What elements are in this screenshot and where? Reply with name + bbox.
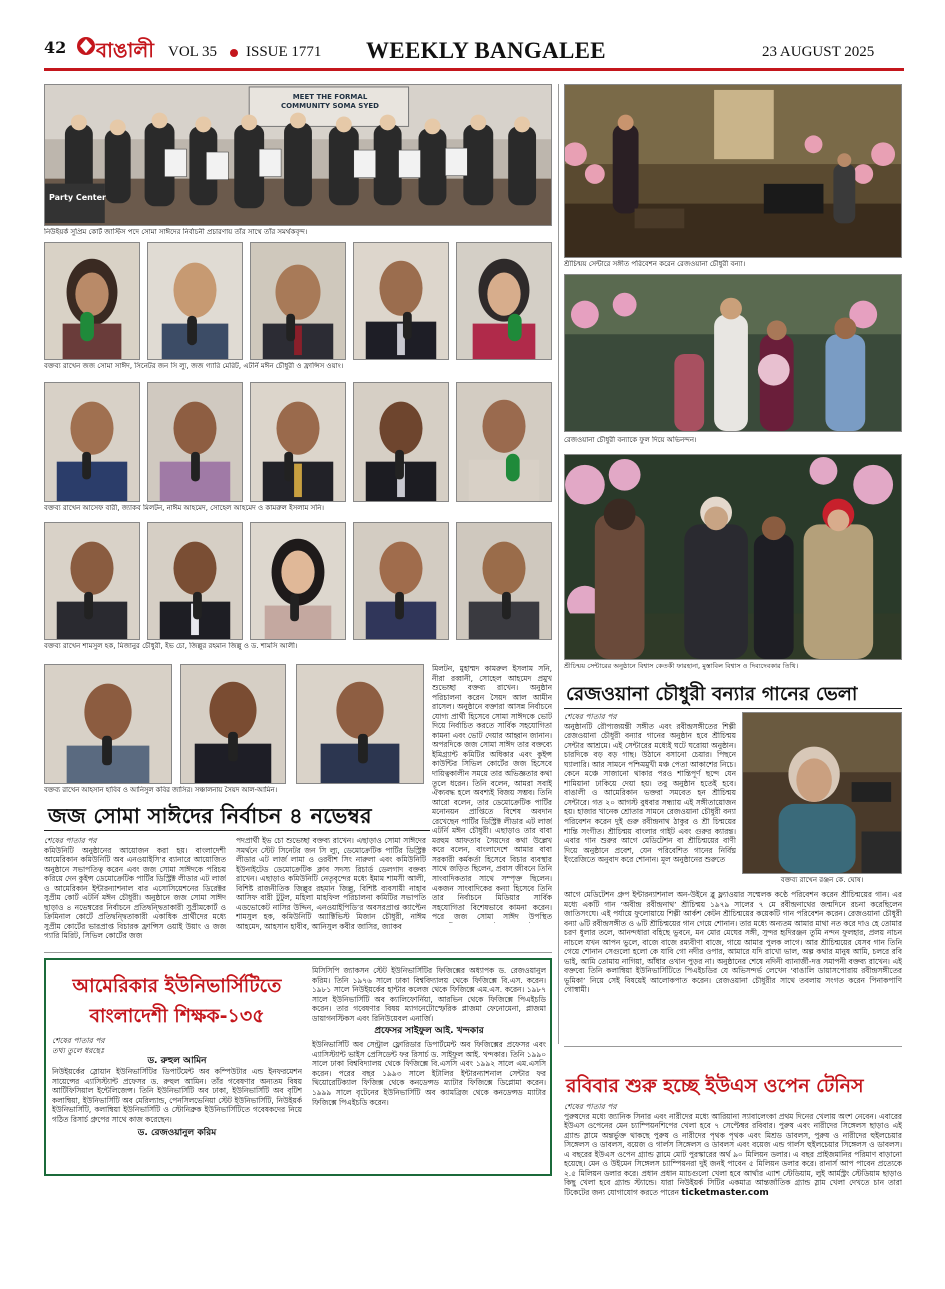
portrait-3-3 — [250, 522, 346, 640]
story3-name2: ড. রেজওয়ানুল করিম — [137, 1128, 217, 1139]
portrait-4-2 — [180, 664, 286, 784]
story1-bottom-rule — [44, 952, 552, 953]
portrait-3-2 — [147, 522, 243, 640]
separator-dot-icon — [230, 49, 238, 57]
concert-photo — [564, 84, 902, 258]
story3-left-column — [52, 1036, 302, 1172]
caption-row-2: বক্তব্য রাখেন আসেফ বারী, জ্যাকব মিলটন, নাঈম আহমেদ, সোহেল আহমেদ ও কামরুল ইসলাম সনি। — [44, 504, 324, 512]
portrait-2-3 — [250, 382, 346, 502]
story3-name1: ড. রুহুল আমিন — [147, 1056, 207, 1067]
portrait-2-5 — [456, 382, 552, 502]
story1-column-b — [236, 836, 426, 946]
story3-subkicker: তথ্য তুলে ধরছেঃ — [52, 1045, 105, 1055]
caption-speaker: বক্তব্য রাখেন রঞ্জন কে. ঘোষ। — [780, 876, 864, 884]
speaker-photo — [742, 712, 902, 874]
story1-col-b-text: পদপ্রার্থী ইভ চো শুভেচ্ছা বক্তব্য রাখেন। এছাড়াও সোমা সাঈদের সমর্থনে স্টেট সিনেটর জন সি ল্যু, ডেমোক্রেটিক পার্টির ডিস্ট্রিক্ট লীডার এট লার্জ লামা ও ওরবীশ সিং নারুলা এবং কমিউনিটি ইউনাইটেড ডেমোক্রেটিক ক্লাব সদস্য রিচার্ড ডেলগাদ বক্তব্য রাখেন। এছাড়াও কমিউনিটি নেতৃবৃন্দের মধ্যে ইমাম শামসী আলী, বিশিষ্ট রাজনীতিক জিল্লুর রহমান জিল্লু, বিশিষ্ট ব্যবসায়ী নাহাব আসিফ বারী টুটুল, মহিলা মাহফিল পরিচালনা কমিটির সভাপতি এডভোকেট নাসির উদ্দিন, এনওয়াইপিডি’র অবসরপ্রাপ্ত ক্যাপ্টেন শামসুল হক, কমিউনিটি অ্যাক্টিভিস্ট মিজান চৌধুরী, নাঈম আহমেদ, আহসান হাবীব, আনিসুল কবীর জাসির, জ্যাকব — [236, 836, 426, 931]
volume-label: VOL 35 — [168, 44, 218, 60]
story2-headline: রেজওয়ানা চৌধুরী বন্যার গানের ভেলা — [566, 683, 858, 705]
story2-body-text: আগে মেডিটেশন গ্রুপ ইন্টারন্যাশনাল অন-উইনে ব্লু ফ্ল্যাওয়ার সম্মেলক কণ্ঠে পরিবেশন করেন শ্রীচিন্ময়ের গান। এর মধ্যে একটি গান ‘অবীন্দ্র রবীন্দ্রনাথ’ শ্রীচিন্ময় ১৯৭৯ সালের ৭ মে রবীন্দ্রনাথের জন্মদিনে রচনা করেছিলেন জাতিসংঘে। এই পর্যায়ে ফুলোয়ায়ে শিল্পী আর্কশ কেটন শ্রীচিন্ময়ের কয়েকটি গান পরিবেশন করেন। রেজওয়ানা চৌধুরী বন্যা ৬টি রবীন্দ্রসঙ্গীত ও ৬টি শ্রীচিন্ময়ের গান গেয়ে শোনান। তার মধ্যে অন্যতম আমার মাথা নত করে দাও হে তোমার চরণ ধুলার তলে, আনন্দধারা বহিছে ভুবনে, মন মোর মেঘের সঙ্গী, সুন্দর হৃদিরঞ্জন তুমি নন্দন ফুলহার, প্রলয় নাচন নাচলে যখন আপন ভুলে, বাজে বাজে রম্যবীণা বাজে, গায়ে আমার পুলক লাগে। আর শ্রীচিন্ময়ের যেসব গান তিনি গেয়ে শোনান সেগুলো হলো কে যাবি গো নদীর ওপার, আমারে যদি রাখো ভাল, অল্প কথার মানুষ আমি, চলরে রবি ভাই, আমি তোমায় নাগিয়া, আঁধার ওখান পুড়র না। অনুষ্ঠানের শেষে নদিনী ব্যানার্জী-দত্ত সমাপনী বক্তব্য রাখেন। এই বক্তব্যে তিনি কলাম্বিয়া ইউনিভার্সিটিতে পিএইচডির যে অভিসন্দর্ভ লেখেন ‘বাঙালি ডায়াসপোরায় রবীন্দ্রসঙ্গীতের ভূমিকা’ নিয়ে সেই বিষয়েই আলোকপাত করেন। রেজওয়ানা চৌধুরীর সাথে তবলায় সংগত করেন পিনাকপাণি গোস্বামী। — [564, 890, 902, 995]
story4-headline: রবিবার শুরু হচ্ছে ইউএস ওপেন টেনিস — [566, 1075, 864, 1097]
portrait-1-3 — [250, 242, 346, 360]
story2-top-text — [564, 712, 736, 890]
caption-row-1: বক্তব্য রাখেন জজ সোমা সাঈদ, সিনেটর জন সি ল্যু, জজ গ্যারি মেরিট, এটর্নি মঈন চৌধুরী ও ফ্রান্সিস ওয়াং। — [44, 362, 344, 370]
story3-text2: মিসিসিপি জ্যাকসন স্টেট ইউনিভার্সিটির ফিজিক্সের অধ্যাপক ড. রেজওয়ানুল করিম। তিনি ১৯৭৬ সালে ঢাকা বিশ্ববিদ্যালয় থেকে ফিজিক্সে বি.এস. করেন। ১৯৮১ সালে নিউইয়র্কের হান্টার কলেজ থেকে ফিজিক্সে এম.এস. করেন। ১৯৮৭ সালে ইউনিভার্সিটি অব ক্যালিফোর্নিয়া, আরভিন থেকে ফিজিক্সে পিএইচডি করেন। তার গবেষণার বিষয় ম্যাগনেটোস্ফেরিক প্লাজমা ফেনোমেনা, প্লাজমা ডায়াগনস্টিকস এবং রিনিউয়েবল এনার্জি। — [312, 966, 546, 1023]
newspaper-logo — [76, 34, 154, 64]
story1-col-c-text: মিলটন, মুহাম্মদ কামরুল ইসলাম সনি, নীরা রব্বানী, সোহেল আহমেদ প্রমুখ শুভেচ্ছা বক্তব্য রাখেন। অনুষ্ঠান পরিচালনা করেন সৈয়দ আল আমীন রাসেল। অনুষ্ঠানে বক্তারা আসন্ন নির্বাচনে যোগ্য প্রার্থী হিসেবে সোমা সাঈদকে ভোট দিয়ে নির্বাচিত করতে সার্বিক সহযোগিতা কামনা এবং ভোট দেয়ার আহ্বান জানান। অপরদিকে জজ সোমা সাঈদ তার বক্তব্যে ইমিগ্র্যান্ট কমিটির অধিকার এবং কুইন্স কাউন্টির সিভিল কোর্টের জজ হিসেবে দায়িত্বকালীন সময়ে তার অভিজ্ঞতার কথা তুলে ধরেন। তিনি বলেন, আমরা সবাই ঐক্যবদ্ধ হলে অবশ্যই বিজয় সম্ভব। তিনি আরো বলেন, তার ডেমোক্রেটিক পার্টির মনোনয়ন প্রাপ্তিতে বিশেষ অবদান রেখেছেন পার্টির ডিস্ট্রিক্ট লীডার এট লার্জ এটর্নি মঈন চৌধুরী। এছাড়াও তার বাবা মরহুম আফতাব সৈয়দের কথা উল্লেখ করে বলেন, বাংলাদেশে আমার বাবা সরকারী কর্মকর্তা হিসেবে বিচার ব্যবস্থার সাথে জড়িত ছিলেন, প্রবাস জীবনে তিনি সাংবাদিকতার সাথে সম্পৃক্ত ছিলেন। একজন সাংবাদিকের কন্যা হিসেবে তিনি তার নির্বাচনে মিডিয়ার সার্বিক সহযোগিতা বিশেষভাবে কামনা করেন। পরে জজ সোমা সাঈদ উপস্থিত — [432, 664, 552, 922]
portrait-3-5 — [456, 522, 552, 640]
mid-column-divider — [558, 84, 559, 1044]
story1-column-c — [432, 664, 552, 923]
story2-body — [564, 890, 902, 1042]
page-number: 42 — [44, 38, 67, 57]
portrait-1-1 — [44, 242, 140, 360]
story1-col-a-text: কমিউনিটি অনুষ্ঠানের আয়োজন করা হয়। বাংলাদেশী আমেরিকান কমিউনিটি অব এনওয়াইসি’র ব্যানারে আয়োজিত অনুষ্ঠানে সভাপতিত্ব করেন এবং জজ সোমা সাঈদকে পরিচয় করিয়ে দেন কুইন্স ডেমোক্রেটিক পার্টির ডিস্ট্রিক্ট লীডার এট লার্জ ও আমেরিকান ইন্টারন্যাশনাল বার এসোসিয়েশনের ডিরেক্টর সুপ্রীম কোর্ট এটর্নি মঈন চৌধুরী। অনুষ্ঠানে জজ সোমা সাঈদ ছাড়াও ৪ নভেম্বরের নির্বাচনে প্রতিদ্বন্দ্বিতাকারী সুপ্রীমকোর্ট ও ক্রিমিনাল কোর্টে প্রতিদ্বন্দ্বিতাকারী একাধিক প্রার্থীদের মধ্যে সুপ্রীম কোর্টের ভারপ্রাপ্ত বিচারক ফ্রান্সিস ওয়াই উয়াং ও জজ গ্যারি মিরিট, সিভিল কোর্টের জজ — [44, 845, 226, 941]
story4-body-text: পুরুষদের মধ্যে জ্যানিক সিনার এবং নারীদের মধ্যে আরিয়ানা স্যাবালেংকা প্রথম দিনের খেলায় অংশ নেবেন। এবারের ইউএস ওপেনের মেন চ্যাম্পিয়নশিপের খেলা হবে ৭ সেপ্টেম্বর রবিবার। পুরুষ এবং নারীদের সিঙ্গেলস ছাড়াও এই গ্র্যান্ড স্লামে অন্তর্ভুক্ত থাকছে পুরুষ ও নারীদের পৃথক পৃথক এবং মিশ্রড ডাবলস, পুরুষ ও নারীদের হুইলচেয়ার সিঙ্গেলস ও ডাবলস, বয়েজ ও গার্লস সিঙ্গেলস ও ডাবলস এবং বয়েজ এন্ড গার্লস হুইলচেয়ার সিঙ্গেলস ও ডাবলস। এ বছরের ইউএস ওপেন গ্র্যান্ড স্লামে মোট পুরস্কারের অর্থ ৯০ মিলিয়ন ডলার। এ বছর প্রাইজমানির পরিমাণ বাড়ানো হয়েছে। মেন ও উইমেন সিঙ্গেলস চ্যাম্পিয়নরা দুই জনই পাবেন ৫ মিলিয়ন ডলার করে। রানার্স আপ পাবেন প্রত্যেকে ২.৫ মিলিয়ন ডলার করে। প্রধান প্রধান ম্যাচগুলো খেলা হবে আর্থার এ্যাশ স্টেডিয়াম, লুই আর্মস্ট্রং স্টেডিয়াম ছাড়াও কিছু খেলা হবে গ্র্যান্ড স্ট্যান্ডে। যারা নিউইয়র্ক সিটির একমাত্র আন্তর্জাতিক গ্র্যান্ড স্লাম খেলা দেখতে চান তারা টিকেটের জন্য যোগাযোগ করতে পারেন — [564, 1111, 902, 1197]
portrait-2-4 — [353, 382, 449, 502]
portrait-3-1 — [44, 522, 140, 640]
issue-date: 23 AUGUST 2025 — [762, 44, 875, 60]
newspaper-title: WEEKLY BANGALEE — [366, 38, 606, 63]
story3-headline-line1: আমেরিকার ইউনিভার্সিটিতে — [72, 975, 282, 997]
event-banner-text: MEET THE FORMAL COMMUNITY SOMA SYED — [281, 93, 379, 110]
masthead-rule — [44, 68, 904, 71]
story1-headline: জজ সোমা সাঈদের নির্বাচন ৪ নভেম্বর — [48, 804, 372, 828]
group-photo — [44, 84, 552, 226]
story4-body — [564, 1102, 902, 1280]
story1-headline-rule — [44, 830, 430, 831]
caption-flowers: রেজওয়ানা চৌধুরী বন্যাকে ফুল দিয়ে অভিনন্দন। — [564, 436, 697, 444]
story2-headline-rule — [564, 708, 902, 709]
story4-kicker: শেষের পাতার পর — [564, 1102, 617, 1111]
story2-top-text-body: অনুষ্ঠানটি রৌপ্যজয়ন্তী সঙ্গীত এবং রবীন্দ্রসঙ্গীতের শিল্পী রেজওয়ানা চৌধুরী বন্যার গানের অনুষ্ঠান হবে শ্রীচিন্ময় সেন্টার আশ্রমে। এই সেন্টারের মধ্যেই ঘটে ঘরোয়া অনুষ্ঠান। চারদিকে বড় বড় গাছ। উঠানে বসানো চেয়ার। পিছনে ঘ্যালারি। আর সামনে পশ্চিমমুখী মঞ্চ পেতা আকাশের নিচে। কেনে মঞ্চে সাজানো থাকার পরও শান্তিপূর্ণ ছন্দে যেন শামিয়ানা ঢাকিয়ে দেয়া হয়। তবু অনুষ্ঠান হতেই হবে। বাঙালী ও আমেরিকান ভক্তরা সমবেত হন শ্রীচিন্ময় সেন্টারে। গত ২০ আগস্ট বুধবার সন্ধ্যায় এই সঙ্গীতায়োজন হয়। হাজার খানেক শ্রোতার সামনে রেজওয়ানা চৌধুরী বন্যা পরিবেশন করেন দুই গুরু রবীন্দ্রনাথ ঠাকুর ও শ্রী চিন্ময়ের শান্তি সংগীত। শ্রীচিন্ময় বাংলার গাইট এবং গুরুর ক্যারন্ত। এবার গান শুরুর আগে মেডিটেশন বা শ্রীচিন্ময়ের বাণী দিয়ে অনুষ্ঠানে প্রবেশ, যেন পরিবেশিত গানের নির্বিঘ্ন ইংরেজিতে অনুবাদ করে শোনান। মূল অনুষ্ঠানের শুরুতে — [564, 721, 736, 865]
story3-text1: নিউইয়র্কের স্লোয়ান ইউনিভার্সিটির ডিপার্টমেন্ট অব কম্পিউটার এন্ড ইনফরমেশন সায়েন্সের এ্যাসিস্ট্যান্ট প্রফেসর ড. রুহুল আমিন। তাঁর গবেষণার অন্যতম বিষয় আর্টিফিসিয়াল ইন্টেলিজেন্স। তিনি ইউনিভার্সিটি অব ঢাকা, ইউনিভার্সিটি অব বৃটিশ কলাম্বিয়া, ইউনিভার্সিটি অব মেরিল্যান্ড, পেনসিলভেনিয়া স্টেট ইউনিভার্সিটি, নিউইয়র্ক ইউনিভার্সিটি, কলাম্বিয়া ইউনিভার্সিটি ও স্টোনিব্রুক ইউনিভার্সিটিতে গবেষকদের নিয়ে গঠিত রিসার্চ গ্রুপের সাথে কাজ করেছেন। — [52, 1067, 302, 1124]
story3-right-column — [312, 966, 546, 1170]
garden-photo — [564, 454, 902, 660]
portrait-2-1 — [44, 382, 140, 502]
story2-kicker: শেষের পাতার পর — [564, 712, 617, 721]
story3-kicker: শেষের পাতার পর — [52, 1036, 105, 1045]
story1-column-a — [44, 836, 226, 946]
story1-kicker: শেষের পাতার পর — [44, 836, 97, 845]
story3-headline-line2: বাংলাদেশী শিক্ষক-১৩৫ — [89, 1005, 265, 1027]
caption-concert: শ্রীচিন্ময় সেন্টারে সঙ্গীত পরিবেশন করেন রেজওয়ানা চৌধুরী বন্যা। — [564, 260, 746, 268]
party-center-text: Party Center — [49, 193, 107, 202]
portrait-4-1 — [44, 664, 172, 784]
ticketmaster-link[interactable]: ticketmaster.com — [681, 1187, 769, 1198]
portrait-1-4 — [353, 242, 449, 360]
story2-bottom-rule — [564, 1046, 902, 1047]
portrait-1-2 — [147, 242, 243, 360]
issue-label: ISSUE 1771 — [246, 44, 322, 60]
story3-name3: প্রফেসর সাইফুল আই. খন্দকার — [374, 1026, 484, 1037]
portrait-3-4 — [353, 522, 449, 640]
portrait-1-5 — [456, 242, 552, 360]
caption-row-3: বক্তব্য রাখেন শামসুল হক, মিজানুর চৌধুরী, ইভ চো, জিল্লুর রহমান জিল্লু ও ড. শামসি আলী। — [44, 642, 298, 650]
flowers-photo — [564, 274, 902, 432]
portrait-2-2 — [147, 382, 243, 502]
masthead — [0, 0, 945, 72]
logo-text: বাঙালী — [96, 38, 155, 62]
portrait-4-3 — [296, 664, 424, 784]
caption-row-4: বক্তব্য রাখেন আহসান হাবিব ও আনিসুল কবির জাসির। সঞ্চালনায় সৈয়দ আল-আমিন। — [44, 786, 278, 794]
caption-garden: শ্রীচিন্ময় সেন্টারের অনুষ্ঠানে বিশ্বাস কেতকী ফারহানা, মুস্তাবিল বিশ্বাস ও দিব্যদেবকার তিথি। — [564, 662, 799, 670]
story3-text3: ইউনিভার্সিটি অব সেন্ট্রাল ফ্লোরিডার ডিপার্টমেন্ট অব ফিজিক্সের প্রফেসর এবং এ্যাসিস্ট্যান্ট ভাইস প্রেসিডেন্ট ফর রিসার্চ ড. সাইফুল আই. খন্দকার। তিনি ১৯৯০ সালে ঢাকা বিশ্ববিদ্যালয় থেকে ফিজিক্সে বি.এসসি এবং ১৯৯২ সালে এম.এসসি করেন। পরের বছর ১৯৯৩ সালে ইটালির ইন্টারন্যাশনাল সেন্টার ফর থিয়োরেটিক্যাল ফিজিক্স থেকে কনডেন্সড ম্যাটার ফিজিক্সে ডিপ্লোমা করেন। ১৯৯৯ সালে বৃটেনের ইউনিভার্সিটি অব ক্যামব্রিজ থেকে কনডেন্সড ম্যাটার ফিজিক্সে পিএইচডি করেন। — [312, 1040, 546, 1107]
caption-group-photo: নিউইয়র্ক সুপ্রিম কোর্ট জাস্টিস পদে সোমা সাঈদের নির্বাচনী প্রচারণায় তাঁর সাথে তাঁর সমর্থকবৃন্দ। — [44, 228, 308, 236]
